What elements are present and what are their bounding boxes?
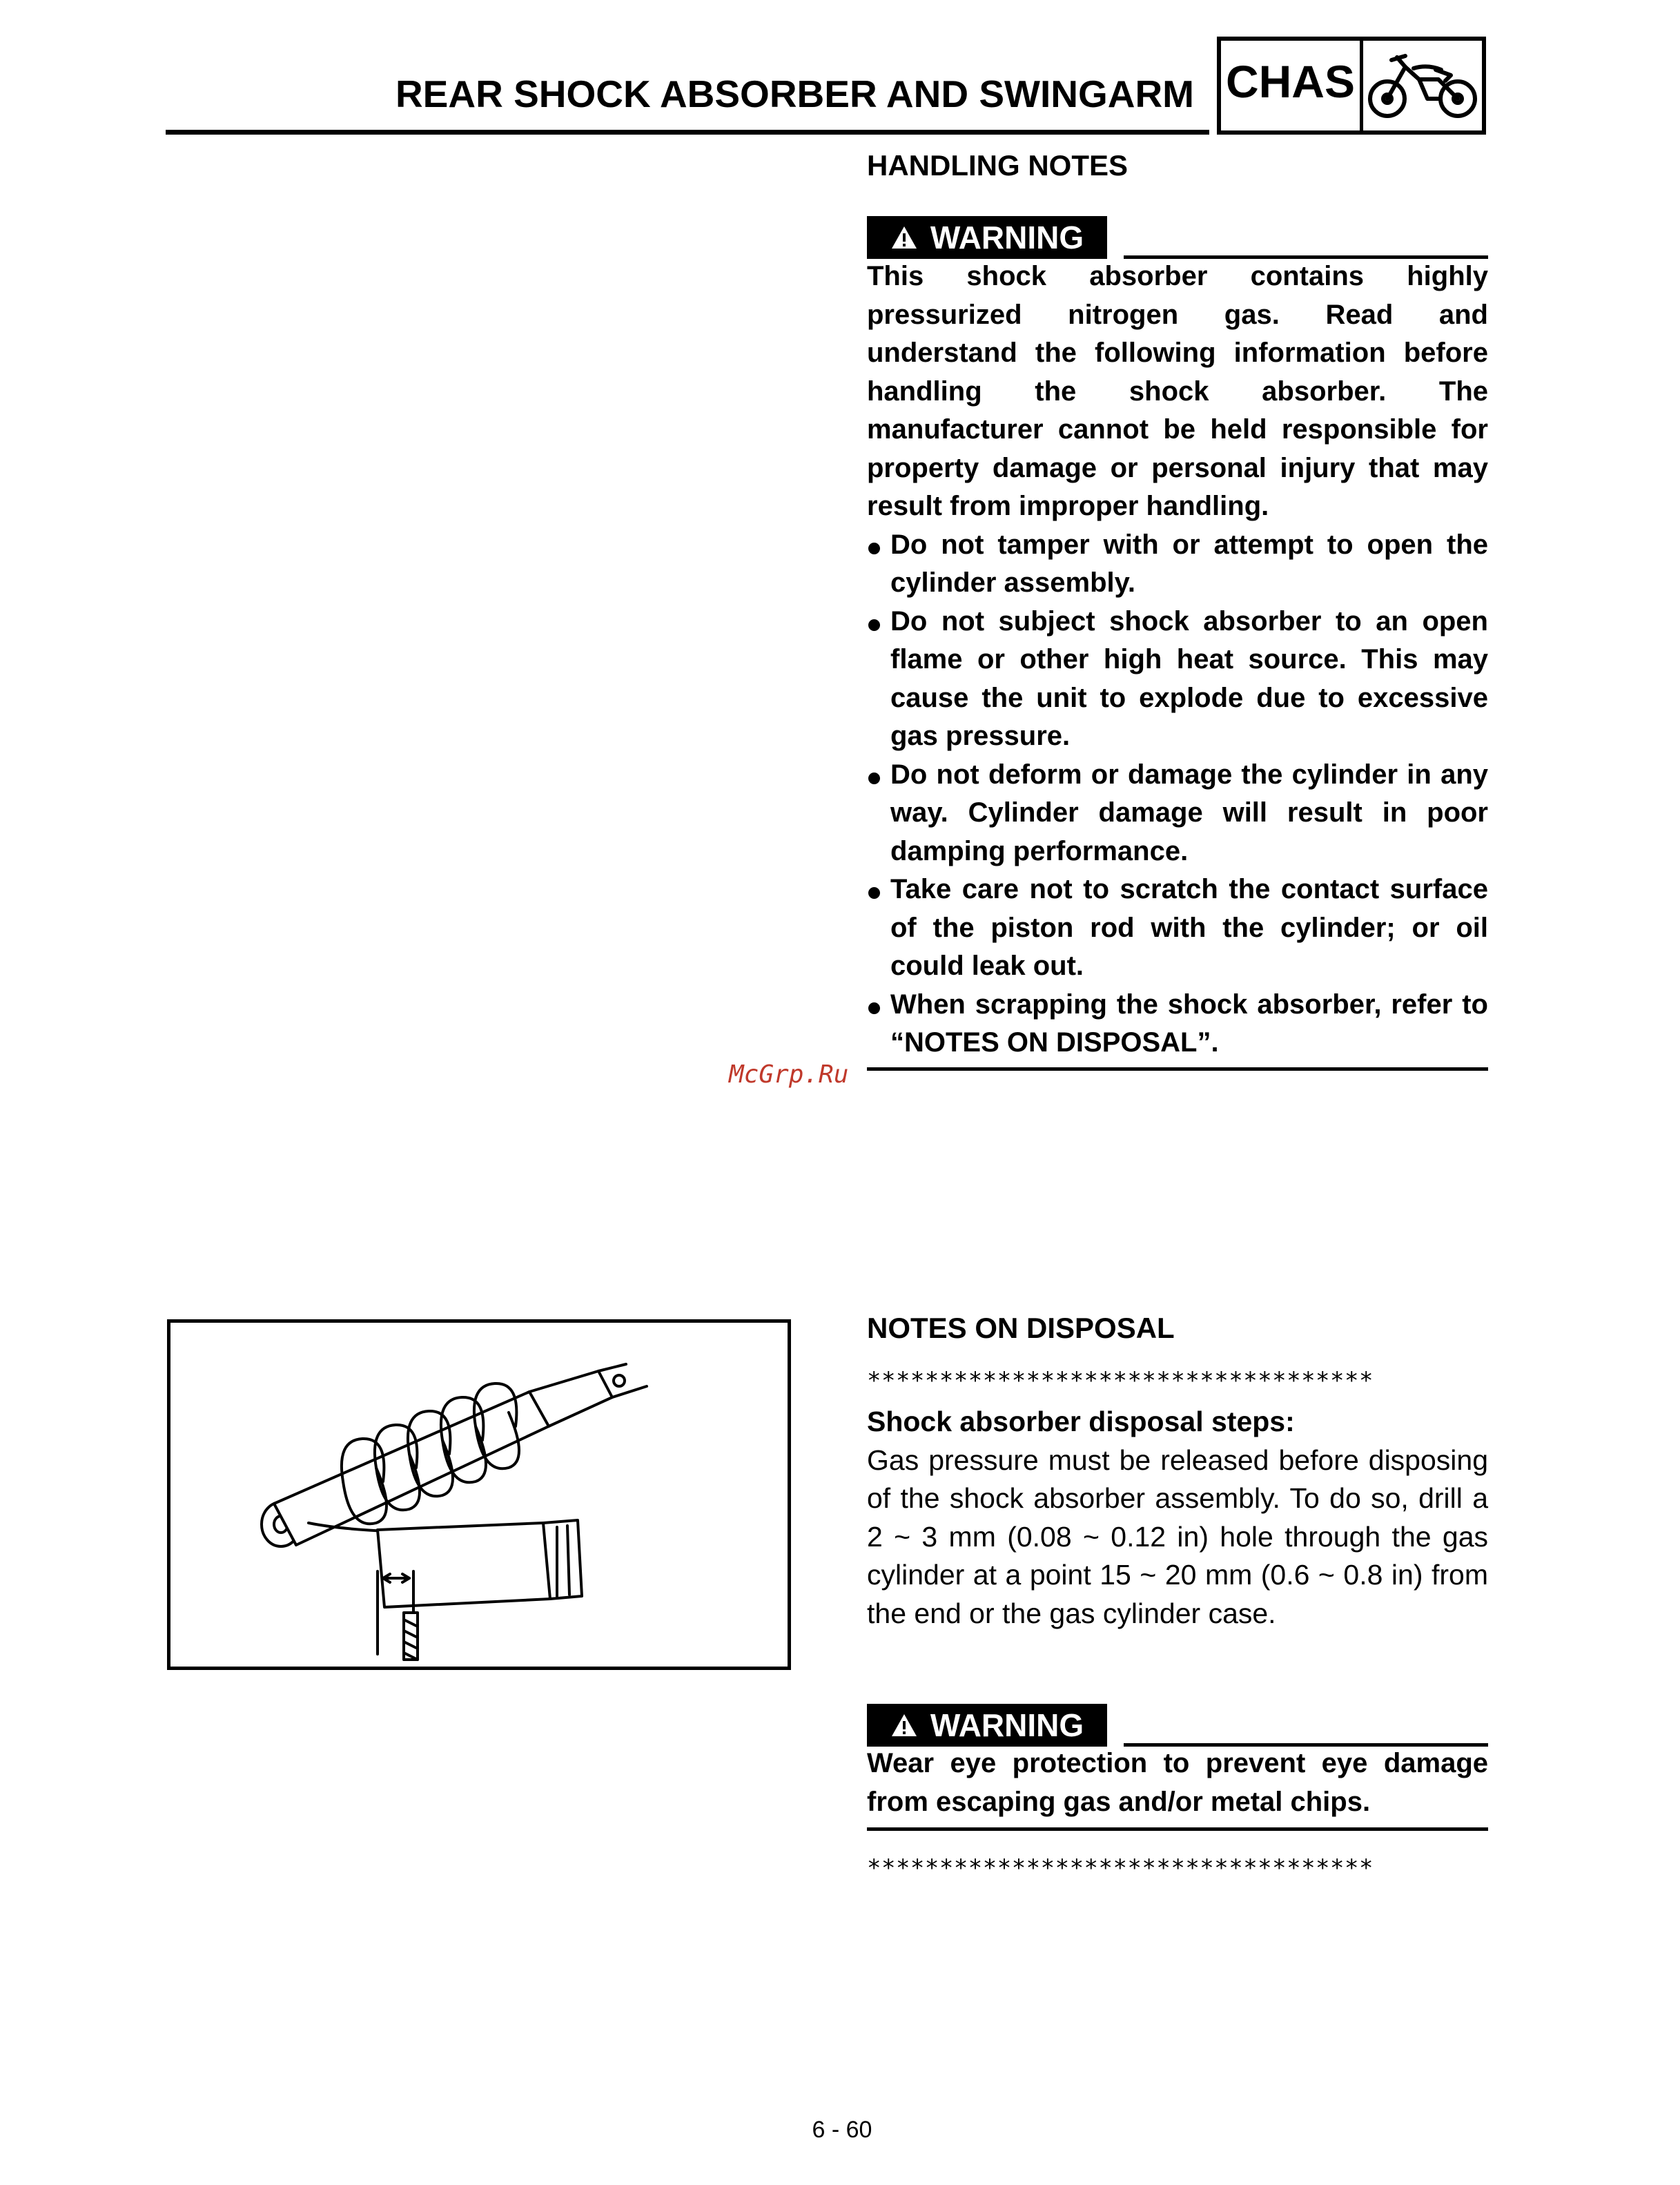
- star-separator: ***********************************: [867, 1854, 1374, 1882]
- list-item: Do not tamper with or attempt to open the cylinder assembly.: [867, 526, 1488, 603]
- warning-header: [867, 216, 1488, 259]
- warning-triangle-icon: [890, 225, 918, 250]
- warning-badge: [867, 216, 1107, 259]
- warning-end-rule: [867, 1067, 1488, 1071]
- disposal-steps-text: Gas pressure must be released before disposing of the shock absorber assembly. To do so, drill a 2 ~ 3 mm (0.08 ~ 0.12 in) hole through the gas cylinder at a point 15 ~ 20 mm (0.6 ~ 0.8 in) from the end or the gas cylinder case.: [867, 1444, 1488, 1629]
- star-separator: ***********************************: [867, 1367, 1374, 1395]
- warning-end-rule: [867, 1827, 1488, 1831]
- page-title: REAR SHOCK ABSORBER AND SWINGARM: [395, 72, 1194, 115]
- disposal-steps-heading: Shock absorber disposal steps:: [867, 1406, 1295, 1437]
- warning-label: WARNING: [930, 1707, 1084, 1743]
- section-code: CHAS: [1221, 41, 1363, 130]
- handling-warning-text: This shock absorber contains highly pressurized nitrogen gas. Read and understand the following information before handling the shock absorber. The manufacturer cannot be held responsible for property damage or personal injury that may result from improper handling.: [867, 261, 1488, 521]
- disposal-steps-block: [867, 1403, 1488, 1633]
- warning-badge: [867, 1704, 1107, 1747]
- motorcycle-icon: [1363, 41, 1482, 130]
- section-badge: [1217, 37, 1486, 135]
- header-rule: [166, 130, 1209, 135]
- list-item: Do not subject shock absorber to an open flame or other high heat source. This may cause the unit to explode due to excessive gas pressure.: [867, 603, 1488, 756]
- disposal-warning-block: [867, 1745, 1488, 1821]
- list-item: Take care not to scratch the contact surface of the piston rod with the cylinder; or oil could leak out.: [867, 871, 1488, 986]
- list-item: Do not deform or damage the cylinder in any way. Cylinder damage will result in poor damping performance.: [867, 756, 1488, 871]
- handling-heading: HANDLING NOTES: [867, 149, 1128, 182]
- disposal-heading: NOTES ON DISPOSAL: [867, 1312, 1175, 1344]
- disposal-warning-text: Wear eye protection to prevent eye damage from escaping gas and/or metal chips.: [867, 1748, 1488, 1817]
- list-item: When scrapping the shock absorber, refer to “NOTES ON DISPOSAL”.: [867, 986, 1488, 1062]
- handling-bullet-list: [867, 526, 1488, 1062]
- handling-warning-block: [867, 258, 1488, 1062]
- shock-absorber-illustration: [167, 1319, 791, 1670]
- warning-header: [867, 1704, 1488, 1747]
- page-number: 6 - 60: [812, 2117, 872, 2143]
- watermark: McGrp.Ru: [729, 1060, 849, 1089]
- warning-label: WARNING: [930, 220, 1084, 255]
- warning-triangle-icon: [890, 1713, 918, 1738]
